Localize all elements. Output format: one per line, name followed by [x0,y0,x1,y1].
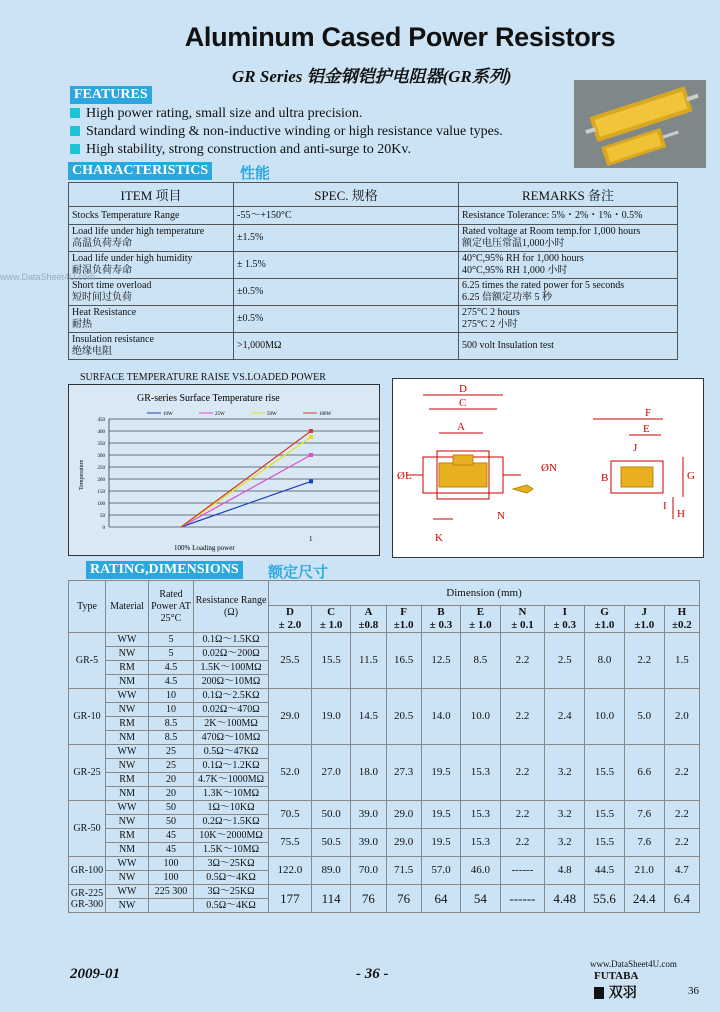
dim-key: J [624,606,664,620]
char-item: Load life under high temperature 高温负荷寿命 [69,225,234,252]
range-cell: 0.5Ω～4KΩ [194,871,269,885]
dim-label-f: F [645,407,652,419]
power-cell: 25 [149,759,194,773]
char-spec: -55～+150°C [234,207,459,225]
rating-heading-cn: 额定尺寸 [268,565,329,581]
range-cell: 0.02Ω～470Ω [194,703,269,717]
dimension-cell: 29.0 [269,689,312,745]
dimension-cell: 4.7 [664,857,699,885]
dimension-cell: 52.0 [269,745,312,801]
range-cell: 2K～100MΩ [194,717,269,731]
dimension-cell: 2.4 [545,689,585,745]
chart-title: SURFACE TEMPERATURE RAISE VS.LOADED POWER [80,372,326,383]
dimension-cell: 89.0 [311,857,350,885]
power-cell: 45 [149,843,194,857]
dim-key: N [500,606,545,620]
char-item: Short time overload 短时间过负荷 [69,279,234,306]
feature-item: Standard winding & non-inductive winding or high resistance value types. [70,124,503,140]
col-dimension: Dimension (mm) [269,581,700,606]
power-cell: 50 [149,801,194,815]
feature-item: High power rating, small size and ultra precision. [70,106,362,122]
dimension-cell: 39.0 [351,801,386,829]
char-spec: ±0.5% [234,279,459,306]
dim-label-n: N [497,510,505,522]
dimension-cell: 15.5 [585,829,625,857]
material-cell: RM [106,661,149,675]
dim-tolerance: ± 0.3 [545,619,585,633]
col-type: Type [69,581,106,633]
power-cell: 20 [149,787,194,801]
x-axis-label: 100% Loading power [174,544,235,552]
y-tick-label: 250 [97,466,105,471]
range-cell: 0.02Ω～200Ω [194,647,269,661]
series-point [309,479,313,483]
rating-row [69,885,700,899]
chart-subtitle: GR-series Surface Temperature rise [137,393,280,404]
legend-label: 10W [163,412,173,417]
dim-tolerance: ±1.0 [585,619,625,633]
page-subtitle: GR Series 铝金钢铠护电阻器(GR系列) [232,67,512,86]
dim-label-i: I [663,500,667,512]
material-cell: NW [106,871,149,885]
dim-key: E [461,606,500,620]
dim-tolerance: ± 0.3 [421,619,460,633]
brand-name: FUTABA [594,970,639,982]
power-cell: 8.5 [149,717,194,731]
char-spec: >1,000MΩ [234,333,459,360]
rating-row [69,689,700,703]
characteristics-row [69,252,678,279]
char-item: Stocks Temperature Range [69,207,234,225]
characteristics-row [69,207,678,225]
dimension-cell: 177 [269,885,312,913]
dimension-cell: 5.0 [624,689,664,745]
dimension-cell: 21.0 [624,857,664,885]
dimension-cell: 27.0 [311,745,350,801]
dimension-cell: 3.2 [545,801,585,829]
type-cell: GR-10 [69,689,106,745]
bullet-icon [70,144,80,154]
series-point [309,453,313,457]
rating-table [68,580,700,913]
dimension-cell: 57.0 [421,857,460,885]
dimension-cell: 29.0 [386,829,421,857]
range-cell: 0.1Ω～1.5KΩ [194,633,269,647]
power-cell: 10 [149,703,194,717]
dimension-cell: 4.8 [545,857,585,885]
power-cell: 20 [149,773,194,787]
dimension-cell: 46.0 [461,857,500,885]
dimension-cell: 114 [311,885,350,913]
dimension-cell: 8.0 [585,633,625,689]
y-tick-label: 400 [97,430,105,435]
col-material: Material [106,581,149,633]
rating-row [69,745,700,759]
type-cell: GR-25 [69,745,106,801]
footer-page: - 36 - [356,966,389,982]
power-cell: 4.5 [149,675,194,689]
col-spec: SPEC. 规格 [234,183,459,207]
range-cell: 200Ω～10MΩ [194,675,269,689]
dimension-cell: 2.2 [500,801,545,829]
dim-label-e: E [643,423,650,435]
dim-label-phi-l: ØL [397,470,412,482]
y-tick-label: 100 [97,502,105,507]
material-cell: NW [106,759,149,773]
rating-row [69,829,700,843]
dim-label-k: K [435,532,443,544]
dim-key: H [664,606,699,620]
characteristics-heading-cn: 性能 [240,166,271,182]
dimension-cell: 11.5 [351,633,386,689]
dim-label-h: H [677,508,685,520]
power-cell: 100 [149,857,194,871]
site-url: www.DataSheet4U.com [590,959,677,969]
temperature-chart [68,384,380,556]
dimension-cell: 2.2 [624,633,664,689]
material-cell: NM [106,731,149,745]
dimension-cell: 7.6 [624,829,664,857]
char-remarks: Rated voltage at Room temp.for 1,000 hours 额定电压常温1,000小时 [459,225,678,252]
material-cell: NW [106,647,149,661]
dim-label-phi-n: ØN [541,462,557,474]
characteristics-row [69,225,678,252]
dim-tolerance: ± 1.0 [311,619,350,633]
dimension-cell: 55.6 [585,885,625,913]
range-cell: 0.1Ω～2.5KΩ [194,689,269,703]
dimension-cell: 3.2 [545,745,585,801]
y-tick-label: 350 [97,442,105,447]
dimension-cell: 6.4 [664,885,699,913]
rating-row [69,857,700,871]
y-tick-label: 200 [97,478,105,483]
dim-tolerance: ± 1.0 [461,619,500,633]
material-cell: WW [106,689,149,703]
power-cell: 50 [149,815,194,829]
characteristics-heading: CHARACTERISTICS [68,162,212,180]
col-item: ITEM 项目 [69,183,234,207]
dimension-cell: 2.5 [545,633,585,689]
page-title: Aluminum Cased Power Resistors [184,22,616,52]
dim-key: D [269,606,312,620]
bullet-icon [70,126,80,136]
dimension-cell: 10.0 [585,689,625,745]
dimension-cell: 122.0 [269,857,312,885]
material-cell: NM [106,843,149,857]
y-tick-label: 450 [97,418,105,423]
rating-heading: RATING,DIMENSIONS [86,561,243,579]
power-cell: 8.5 [149,731,194,745]
char-remarks: 40°C,95% RH for 1,000 hours 40°C,95% RH 1,000 小时 [459,252,678,279]
footer-page-number: 36 [688,985,699,997]
dimension-cell: 19.5 [421,829,460,857]
dimension-cell: 19.5 [421,745,460,801]
dim-label-d: D [459,383,467,395]
power-cell: 5 [149,647,194,661]
dimension-cell: 70.5 [269,801,312,829]
dimension-cell: 15.3 [461,829,500,857]
dimension-cell: 2.2 [664,801,699,829]
range-cell: 470Ω～10MΩ [194,731,269,745]
char-spec: ±0.5% [234,306,459,333]
dim-label-g: G [687,470,695,482]
dim-tolerance: ± 2.0 [269,619,312,633]
material-cell: WW [106,801,149,815]
dimension-cell: 15.5 [585,745,625,801]
col-power: Rated Power AT 25°C [149,581,194,633]
type-cell: GR-225 GR-300 [69,885,106,913]
dimension-cell: 12.5 [421,633,460,689]
range-cell: 3Ω～25KΩ [194,857,269,871]
range-cell: 0.5Ω～47KΩ [194,745,269,759]
dimension-cell: 29.0 [386,801,421,829]
dimension-cell: 24.4 [624,885,664,913]
rating-row [69,633,700,647]
dimension-cell: 15.3 [461,801,500,829]
dimension-cell: 18.0 [351,745,386,801]
dimension-cell: 50.5 [311,829,350,857]
char-remarks: 6.25 times the rated power for 5 seconds 6.25 倍额定功率 5 秒 [459,279,678,306]
range-cell: 1.3K～10MΩ [194,787,269,801]
dimension-cell: 7.6 [624,801,664,829]
dimension-cell: 4.48 [545,885,585,913]
power-cell: 10 [149,689,194,703]
char-item: Load life under high humidity 耐湿负荷寿命 [69,252,234,279]
type-cell: GR-5 [69,633,106,689]
dimension-cell: 2.2 [664,745,699,801]
series-point [309,429,313,433]
legend-label: 25W [215,412,225,417]
dimension-cell: 19.5 [421,801,460,829]
dimension-cell: 15.5 [585,801,625,829]
dimension-cell: 2.2 [500,745,545,801]
char-item: Insulation resistance 绝缘电阻 [69,333,234,360]
dimension-cell: 6.6 [624,745,664,801]
dimension-cell: 15.3 [461,745,500,801]
y-tick-label: 50 [100,514,105,519]
power-cell: 45 [149,829,194,843]
brand-logo-icon [594,987,604,999]
dimension-cell: 8.5 [461,633,500,689]
power-cell: 225 300 [149,885,194,899]
power-cell: 4.5 [149,661,194,675]
dim-key: B [421,606,460,620]
material-cell: RM [106,717,149,731]
char-spec: ± 1.5% [234,252,459,279]
dimension-cell: ------ [500,885,545,913]
characteristics-row [69,306,678,333]
feature-item: High stability, strong construction and anti-surge to 20Kv. [70,142,411,158]
range-cell: 10K～2000MΩ [194,829,269,843]
char-item: Heat Resistance 耐热 [69,306,234,333]
y-axis-label: Temperature [79,459,85,490]
dimension-cell: 14.0 [421,689,460,745]
series-line [181,437,311,527]
watermark: www.DataSheet4U.com [0,272,96,282]
material-cell: WW [106,745,149,759]
dimension-cell: 75.5 [269,829,312,857]
dimension-cell: 39.0 [351,829,386,857]
dimension-cell: 1.5 [664,633,699,689]
series-point [309,435,313,439]
dimension-cell: 2.2 [500,633,545,689]
dimension-cell: 50.0 [311,801,350,829]
rating-row [69,801,700,815]
legend-label: 100W [319,412,332,417]
char-remarks: 275°C 2 hours 275°C 2 小时 [459,306,678,333]
dimension-cell: 25.5 [269,633,312,689]
y-tick-label: 300 [97,454,105,459]
dimension-cell: 44.5 [585,857,625,885]
dimension-cell: 16.5 [386,633,421,689]
range-cell: 0.1Ω～1.2KΩ [194,759,269,773]
dim-key: G [585,606,625,620]
dimension-cell: 3.2 [545,829,585,857]
dimension-cell: 54 [461,885,500,913]
material-cell: RM [106,773,149,787]
dimension-cell: 15.5 [311,633,350,689]
dimension-drawing [392,378,704,558]
col-range: Resistance Range (Ω) [194,581,269,633]
brand-name-cn: 双羽 [608,986,637,1001]
range-cell: 1.5K～10MΩ [194,843,269,857]
characteristics-table [68,182,678,360]
power-cell: 25 [149,745,194,759]
material-cell: WW [106,885,149,899]
characteristics-row [69,279,678,306]
footer-date: 2009-01 [70,966,120,982]
material-cell: NW [106,899,149,913]
material-cell: NM [106,675,149,689]
range-cell: 3Ω～25KΩ [194,885,269,899]
dimension-cell: 19.0 [311,689,350,745]
dimension-cell: 14.5 [351,689,386,745]
dimension-cell: 10.0 [461,689,500,745]
range-cell: 1Ω～10KΩ [194,801,269,815]
range-cell: 4.7K～1000MΩ [194,773,269,787]
series-line [181,481,311,527]
range-cell: 0.5Ω～4KΩ [194,899,269,913]
type-cell: GR-100 [69,857,106,885]
range-cell: 0.2Ω～1.5KΩ [194,815,269,829]
product-photo [574,80,706,168]
characteristics-row [69,333,678,360]
dim-tolerance: ±0.8 [351,619,386,633]
power-cell [149,899,194,913]
dimension-cell: 2.2 [500,829,545,857]
range-cell: 1.5K～100MΩ [194,661,269,675]
dim-tolerance: ±0.2 [664,619,699,633]
dimension-cell: ------ [500,857,545,885]
dimension-cell: 2.0 [664,689,699,745]
dim-key: A [351,606,386,620]
legend-label: 50W [267,412,277,417]
dim-label-c: C [459,397,467,409]
material-cell: WW [106,633,149,647]
dimension-cell: 2.2 [664,829,699,857]
char-spec: ±1.5% [234,225,459,252]
material-cell: NM [106,787,149,801]
dimension-cell: 76 [351,885,386,913]
y-tick-label: 150 [97,490,105,495]
material-cell: NW [106,815,149,829]
dim-tolerance: ± 0.1 [500,619,545,633]
material-cell: RM [106,829,149,843]
dim-tolerance: ±1.0 [386,619,421,633]
bullet-icon [70,108,80,118]
chart-svg [69,385,379,555]
dim-label-b: B [601,472,609,484]
dim-tolerance: ±1.0 [624,619,664,633]
dimension-cell: 27.3 [386,745,421,801]
dimension-cell: 71.5 [386,857,421,885]
col-remarks: REMARKS 备注 [459,183,678,207]
dim-key: C [311,606,350,620]
char-remarks: Resistance Tolerance: 5%・2%・1%・0.5% [459,207,678,225]
features-heading: FEATURES [70,86,152,104]
dimension-cell: 2.2 [500,689,545,745]
type-cell: GR-50 [69,801,106,857]
material-cell: NW [106,703,149,717]
dim-label-j: J [633,442,638,454]
dimension-cell: 76 [386,885,421,913]
dim-key: I [545,606,585,620]
char-remarks: 500 volt Insulation test [459,333,678,360]
dim-label-a: A [457,421,465,433]
dimension-cell: 64 [421,885,460,913]
y-tick-label: 0 [102,526,105,531]
material-cell: WW [106,857,149,871]
dimension-cell: 20.5 [386,689,421,745]
x-tick-label: 1 [309,535,313,543]
brand-block [590,958,720,1002]
power-cell: 100 [149,871,194,885]
dimension-cell: 70.0 [351,857,386,885]
power-cell: 5 [149,633,194,647]
dim-key: F [386,606,421,620]
